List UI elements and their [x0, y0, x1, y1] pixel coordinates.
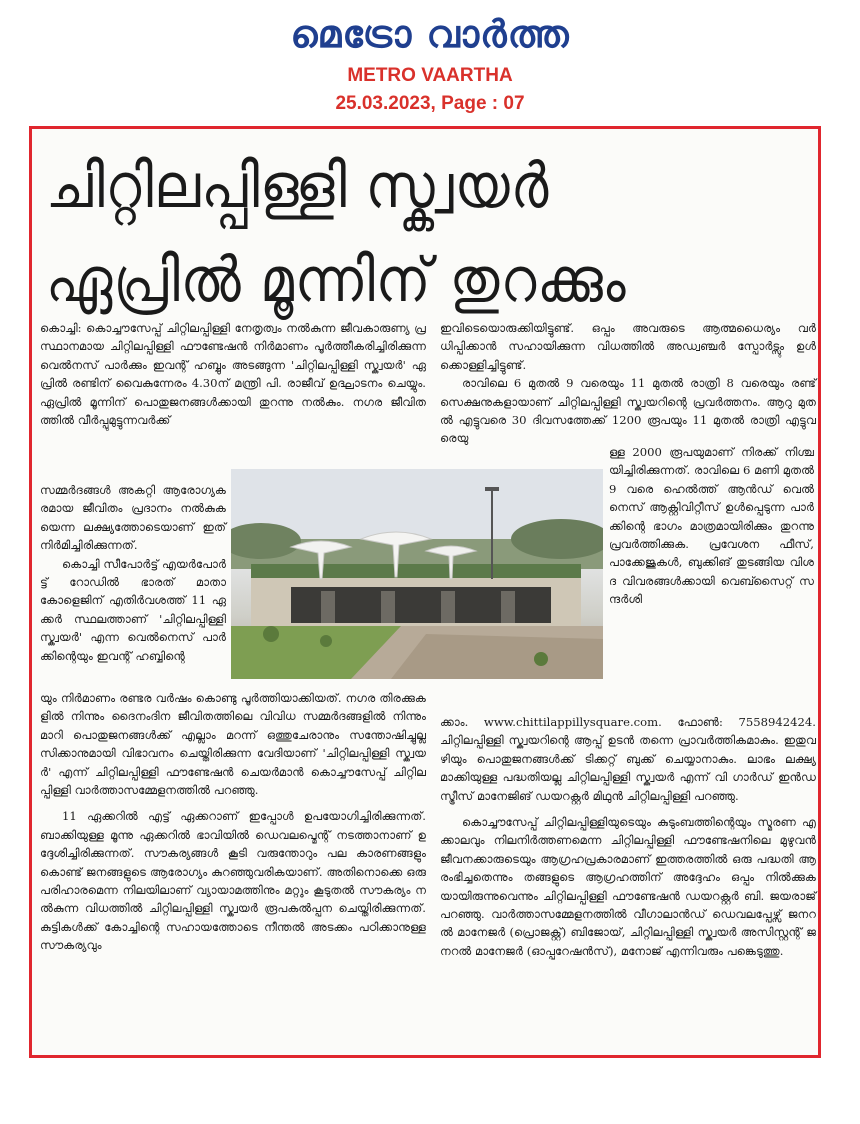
paragraph-construction: യും നിർമാണം രണ്ടര വർഷം കൊണ്ടു പൂർത്തിയാക്കിയത്. നഗര തിരക്കുകളിൽ നിന്നും ദൈനംദിന ജീവിതത്തിലെ വിവിധ സമ്മർദങ്ങളിൽ നിന്നും മാറി പൊതുജനങ്ങൾക്ക് എല്ലാം മറന്ന് ഒത്തുചേരാനും സന്തോഷിച്ചുല്ലസിക്കാനുമായി വിഭാവനം ചെയ്തിരിക്കുന്ന വേദിയാണ് 'ചിറ്റിലപ്പിള്ളി സ്ക്വയർ' എന്ന് ചിറ്റിലപ്പിള്ളി ഫൗണ്ടേഷൻ ചെയർമാൻ കൊച്ചൗസേപ്പ് ചിറ്റിലപ്പിള്ളി വാർത്താസമ്മേളനത്തിൽ പറഞ്ഞു.: [40, 691, 426, 798]
news-clipping: [29, 126, 821, 1058]
paragraph-timings: രാവിലെ 6 മുതൽ 9 വരെയും 11 മുതൽ രാത്രി 8 വരെയും രണ്ട് സെക്ഷനുകളായാണ് ചിറ്റിലപ്പിള്ളി സ്ക്വയറിന്റെ പ്രവർത്തനം. ആറു മുതൽ എട്ടുവരെ 30 ദിവസത്തേക്ക് 1200 രൂപയും 11 മുതൽ രാത്രി എട്ടുവരെയു: [440, 376, 816, 446]
newspaper-name-malayalam: മെട്രോ വാർത്ത: [290, 12, 570, 56]
park-photo-illustration: [231, 469, 603, 679]
paragraph-location: കൊച്ചി സീപോർട്ട് എയർപോർട്ട് റോഡിൽ ഭാരത് മാതാ കോളെജിന് എതിർവശത്ത് 11 ഏക്കർ സ്ഥലത്താണ് 'ചിറ്റിലപ്പിള്ളി സ്ക്വയർ' എന്ന വെൽനെസ് പാർക്കിന്റെയും ഇവന്റ് ഹബ്ബിന്റെ: [40, 556, 226, 663]
paragraph-intro: കൊച്ചി: കൊച്ചൗസേപ്പ് ചിറ്റിലപ്പിള്ളി നേതൃത്വം നൽകുന്ന ജീവകാരുണ്യ പ്രസ്ഥാനമായ ചിറ്റിലപ്പിള്ളി ഫൗണ്ടേഷൻ നിർമാണം പൂർത്തീകരിച്ചിരിക്കുന്ന വെൽനസ് പാർക്കും ഇവന്റ് ഹബ്ബും അടങ്ങുന്ന 'ചിറ്റിലപ്പിള്ളി സ്ക്വയർ' ഏപ്രിൽ രണ്ടിന് വൈകുന്നേരം 4.30ന് മന്ത്രി പി. രാജീവ് ഉദ്ഘാടനം ചെയ്യും. ഏപ്രിൽ മൂന്നിന് പൊതുജനങ്ങൾക്കായി തുറന്നു നൽകും. നഗര ജീവിതത്തിൽ വീർപ്പുമുട്ടുന്നവർക്ക്: [40, 321, 426, 428]
article-photo-park: [231, 469, 603, 679]
column-right-top: [440, 319, 816, 448]
column-left-narrow: [40, 481, 226, 665]
headline-line-1: ചിറ്റിലപ്പിള്ളി സ്ക്വയർ: [46, 149, 550, 222]
paragraph-memorial: കൊച്ചൗസേപ്പ് ചിറ്റിലപ്പിള്ളിയുടെയും കുടുംബത്തിന്റെയും സ്മരണ എക്കാലവും നിലനിർത്തണമെന്ന ചിറ്റിലപ്പിള്ളി ഫൗണ്ടേഷനിലെ മുഴുവൻ ജീവനക്കാരുടെയും ആഗ്രഹപ്രകാരമാണ് ഇത്തരത്തിൽ ഒരു പദ്ധതി ആരംഭിച്ചതെന്നും തങ്ങളുടെ ആഗ്രഹത്തിന് അദ്ദേഹം ഒപ്പം നിൽക്കുകയായിരുന്നുവെന്നും ചിറ്റിലപ്പിള്ളി ഫൗണ്ടേഷൻ ഡയറക്റ്റർ ബി. ജയരാജ് പറഞ്ഞു. വാർത്താസമ്മേളനത്തിൽ വീഗാലാൻഡ് ഡെവലപ്പേഴ്സ് ജനറൽ മാനേജർ (പ്രൊജക്റ്റ്) ബിജോയ്, ചിറ്റിലപ്പിള്ളി സ്ക്വയർ അസിസ്റ്റന്റ് ജനറൽ മാനേജർ (ഓപ്പറേഷൻസ്), മനോജ് എന്നിവരും പങ്കെടുത്തു.: [440, 815, 816, 958]
column-left-top: [40, 319, 426, 429]
publication-date-page: 25.03.2023, Page : 07: [335, 93, 525, 114]
paragraph-website: ക്കാം. www.chittilappillysquare.com. ഫോൺ: 7558942424. ചിറ്റിലപ്പിള്ളി സ്ക്വയറിന്റെ ആപ്പ് ഉടൻ തന്നെ പ്രാവർത്തികമാകും. ഇതുവഴിയും പൊതുജനങ്ങൾക്ക് ടിക്കറ്റ് ബുക്ക് ചെയ്യാനാകും. ലാഭം ലക്ഷ്യമാക്കിയുള്ള പദ്ധതിയല്ല ചിറ്റിലപ്പിള്ളി സ്ക്വയർ എന്ന് വി ഗാർഡ് ഇൻഡസ്ട്രീസ് മാനേജിങ് ഡയറക്റ്റർ മിഥുൻ ചിറ്റിലപ്പിള്ളി പറഞ്ഞു.: [440, 715, 816, 803]
newspaper-name-english: METRO VAARTHA: [347, 65, 513, 86]
article-headline: [46, 139, 686, 328]
paragraph-acreage: 11 ഏക്കറിൽ എട്ട് ഏക്കറാണ് ഇപ്പോൾ ഉപയോഗിച്ചിരിക്കുന്നത്. ബാക്കിയുള്ള മൂന്നു ഏക്കറിൽ ഭാവിയിൽ ഡെവലപ്മെന്റ് നടത്താനാണ് ഉദ്ദേശിച്ചിരിക്കുന്നത്. സൗകര്യങ്ങൾ കൂടി വരുന്തോറും പല കാരണങ്ങളും കൊണ്ട് ജനങ്ങളുടെ ആരോഗ്യം കുറഞ്ഞുവരികയാണ്. അതിനൊക്കെ ഒരു പരിഹാരമെന്ന നിലയിലാണ് വ്യായാമത്തിനും മറ്റും കൂടുതൽ സൗകര്യം നൽകുന്ന വിധത്തിൽ ചിറ്റിലപ്പിള്ളി സ്ക്വയർ രൂപകൽപ്പന ചെയ്തിരിക്കുന്നത്. കുട്ടികൾക്ക് കോച്ചിന്റെ സഹായത്തോടെ നീന്തൽ അടക്കം പഠിക്കാനുള്ള സൗകര്യവും: [40, 809, 426, 953]
headline-line-2: ഏപ്രിൽ മൂന്നിന് തുറക്കും: [46, 243, 627, 317]
masthead: [0, 8, 860, 116]
paragraph-purpose: സമ്മർദങ്ങൾ അകറ്റി ആരോഗ്യകരമായ ജീവിതം പ്രദാനം നൽകുകയെന്ന ലക്ഷ്യത്തോടെയാണ് ഇത് നിർമിച്ചിരിക്കുന്നത്.: [40, 483, 226, 553]
paragraph-fees: ള്ള 2000 രൂപയുമാണ് നിരക്ക് നിശ്ചയിച്ചിരിക്കുന്നത്. രാവിലെ 6 മണി മുതൽ 9 വരെ ഹെൽത്ത് ആൻഡ് വെൽനെസ് ആക്റ്റിവിറ്റീസ് ഉൾപ്പെടുന്ന പാർക്കിന്റെ ഭാഗം മാത്രമായിരിക്കും തുറന്നു പ്രവർത്തിക്കുക. പ്രവേശന ഫീസ്, പാക്കേജുകൾ, ബുക്കിങ് തുടങ്ങിയ വിശദ വിവരങ്ങൾക്കായി വെബ്സൈറ്റ് സന്ദർശി: [609, 445, 814, 607]
column-right-narrow: [609, 443, 814, 609]
column-left-bottom: [40, 689, 426, 955]
paragraph-adventure: ഇവിടെയൊരുക്കിയിട്ടുണ്ട്. ഒപ്പം അവരുടെ ആത്മധൈര്യം വർധിപ്പിക്കാൻ സഹായിക്കുന്ന വിധത്തിൽ അഡ്വഞ്ചർ സ്പോർട്സും ഉൾക്കൊള്ളിച്ചിട്ടുണ്ട്.: [440, 321, 816, 372]
column-right-bottom: [440, 713, 816, 960]
